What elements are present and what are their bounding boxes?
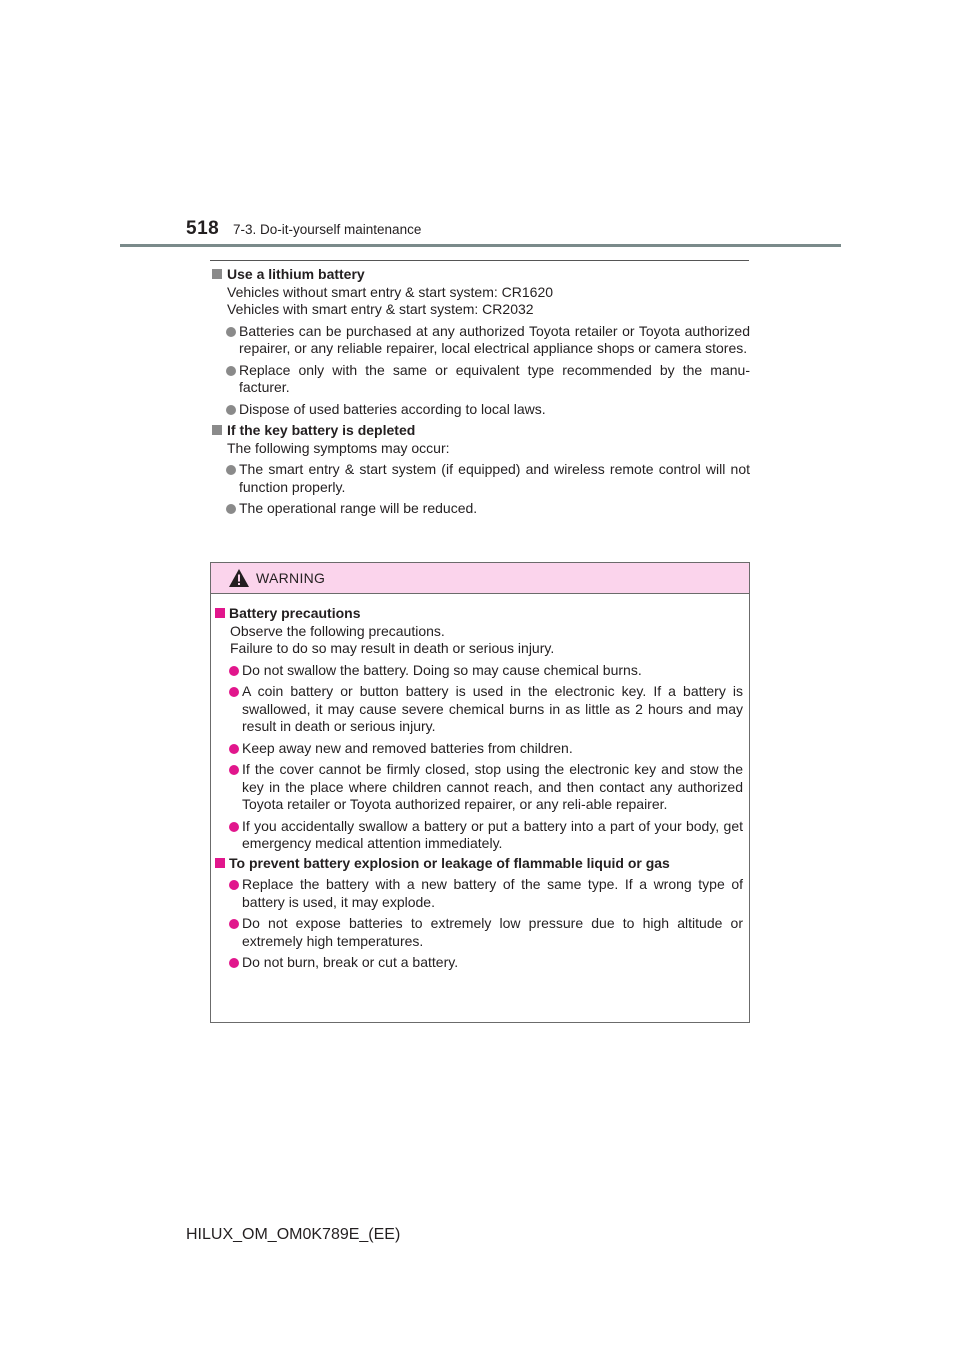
warning-triangle-icon — [228, 568, 250, 588]
warning-text: Observe the following precautions. — [230, 622, 445, 639]
round-bullet-icon — [226, 405, 236, 415]
round-bullet-icon — [229, 958, 239, 968]
content-top-rule — [210, 260, 749, 261]
list-item: Dispose of used batteries according to local laws. — [210, 401, 750, 419]
square-bullet-icon — [215, 608, 225, 618]
warning-list-item: If you accidentally swallow a battery or put a battery into a part of your body, get emergency medical attention immediately. — [215, 818, 743, 853]
round-bullet-icon — [229, 765, 239, 775]
list-item: The smart entry & start system (if equipped) and wireless remote control will not function properly. — [210, 461, 750, 496]
body-text: The following symptoms may occur: — [227, 439, 450, 456]
warning-box — [210, 562, 750, 1023]
square-bullet-icon — [212, 269, 222, 279]
warning-list-item: If the cover cannot be firmly closed, stop using the electronic key and stow the key in the place where children cannot reach, and then contact any authorized Toyota retailer or Toyota authorized repairer, or any reli-able repairer. — [215, 761, 743, 814]
body-text: Vehicles with smart entry & start system: CR2032 — [227, 301, 534, 317]
round-bullet-icon — [229, 880, 239, 890]
manual-code: HILUX_OM_OM0K789E_(EE) — [186, 1226, 401, 1243]
warning-list-item: Replace the battery with a new battery of the same type. If a wrong type of battery is used, it may explode. — [215, 876, 743, 911]
section-heading: Use a lithium battery — [210, 266, 750, 284]
round-bullet-icon — [226, 504, 236, 514]
warning-list-item: Do not expose batteries to extremely low pressure due to high altitude or extremely high temperatures. — [215, 915, 743, 950]
warning-text: Failure to do so may result in death or serious injury. — [230, 640, 555, 656]
list-item: Batteries can be purchased at any authorized Toyota retailer or Toyota authorized repairer, or any reliable repairer, local electrical appliance shops or camera stores. — [210, 323, 750, 358]
warning-section-heading: To prevent battery explosion or leakage of flammable liquid or gas — [215, 855, 743, 873]
section-title: 7-3. Do-it-yourself maintenance — [233, 222, 422, 237]
square-bullet-icon — [215, 858, 225, 868]
round-bullet-icon — [226, 465, 236, 475]
warning-list-item: Do not burn, break or cut a battery. — [215, 954, 743, 972]
round-bullet-icon — [229, 687, 239, 697]
section-heading: If the key battery is depleted — [210, 422, 750, 440]
round-bullet-icon — [229, 919, 239, 929]
warning-header — [211, 563, 749, 594]
list-item: The operational range will be reduced. — [210, 500, 750, 518]
list-item: Replace only with the same or equivalent type recommended by the manu-facturer. — [210, 362, 750, 397]
page-number: 518 — [186, 218, 220, 239]
warning-list-item: Do not swallow the battery. Doing so may cause chemical burns. — [215, 662, 743, 680]
round-bullet-icon — [226, 366, 236, 376]
warning-list-item: Keep away new and removed batteries from children. — [215, 740, 743, 758]
warning-label: WARNING — [256, 570, 326, 586]
round-bullet-icon — [229, 822, 239, 832]
warning-list-item: A coin battery or button battery is used in the electronic key. If a battery is swallowed, it may cause severe chemical burns in as little as 2 hours and may result in death or serious injury. — [215, 683, 743, 736]
round-bullet-icon — [229, 744, 239, 754]
warning-body — [211, 594, 749, 972]
round-bullet-icon — [226, 327, 236, 337]
square-bullet-icon — [212, 425, 222, 435]
round-bullet-icon — [229, 666, 239, 676]
warning-section-heading: Battery precautions — [215, 605, 743, 623]
main-content — [210, 266, 750, 518]
header-rule — [120, 244, 841, 247]
body-text: Vehicles without smart entry & start system: CR1620 — [227, 283, 554, 300]
